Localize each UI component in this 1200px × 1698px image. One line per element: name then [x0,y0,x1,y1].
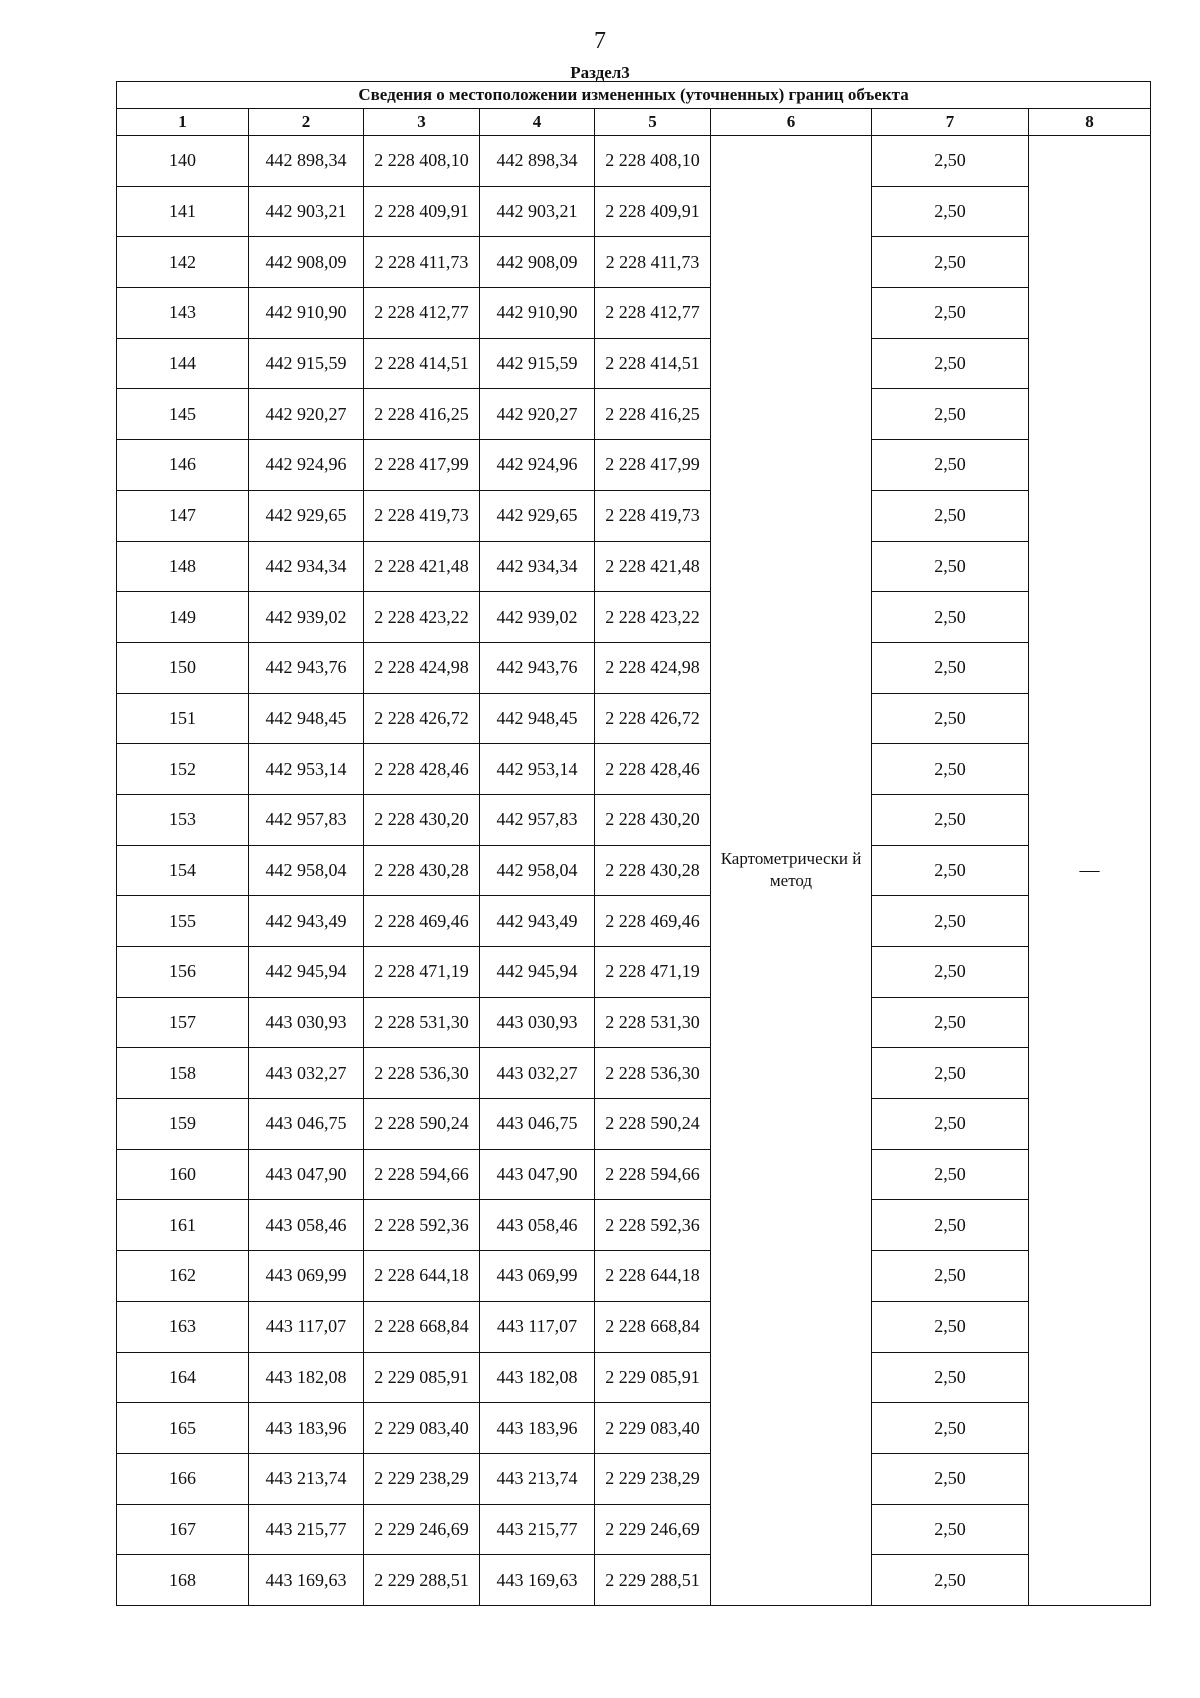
table-row [117,1453,1151,1504]
cell-y2: 2 228 594,66 [595,1149,711,1200]
cell-x1: 442 898,34 [249,136,364,187]
cell-x2: 443 169,63 [480,1555,595,1606]
cell-precision: 2,50 [872,1403,1029,1454]
table-row [117,1352,1151,1403]
table-row [117,1301,1151,1352]
cell-precision: 2,50 [872,845,1029,896]
cell-x2: 443 032,27 [480,1048,595,1099]
cell-y2: 2 228 590,24 [595,1099,711,1150]
cell-y1: 2 228 668,84 [364,1301,480,1352]
cell-y2: 2 228 426,72 [595,693,711,744]
column-number: 5 [595,109,711,136]
cell-x1: 442 908,09 [249,237,364,288]
cell-precision: 2,50 [872,1099,1029,1150]
table-row [117,794,1151,845]
table-row [117,693,1151,744]
cell-x1: 442 929,65 [249,490,364,541]
cell-y1: 2 228 416,25 [364,389,480,440]
cell-x1: 443 183,96 [249,1403,364,1454]
cell-x2: 442 908,09 [480,237,595,288]
cell-y1: 2 228 417,99 [364,440,480,491]
cell-x2: 443 117,07 [480,1301,595,1352]
cell-y2: 2 228 592,36 [595,1200,711,1251]
cell-x1: 442 948,45 [249,693,364,744]
table-row [117,186,1151,237]
column-number: 7 [872,109,1029,136]
cell-x1: 442 943,76 [249,642,364,693]
cell-precision: 2,50 [872,947,1029,998]
cell-x1: 443 169,63 [249,1555,364,1606]
cell-y2: 2 228 417,99 [595,440,711,491]
cell-x1: 443 182,08 [249,1352,364,1403]
cell-n: 155 [117,896,249,947]
cell-y1: 2 228 411,73 [364,237,480,288]
table-caption: Сведения о местоположении измененных (уточненных) границ объекта [117,82,1151,109]
cell-precision: 2,50 [872,490,1029,541]
cell-y2: 2 228 668,84 [595,1301,711,1352]
cell-y1: 2 228 426,72 [364,693,480,744]
table-row [117,490,1151,541]
cell-y2: 2 228 419,73 [595,490,711,541]
cell-n: 160 [117,1149,249,1200]
cell-y1: 2 228 536,30 [364,1048,480,1099]
cell-y2: 2 228 471,19 [595,947,711,998]
column-number: 2 [249,109,364,136]
cell-x2: 442 943,76 [480,642,595,693]
cell-x2: 442 910,90 [480,288,595,339]
cell-y2: 2 228 469,46 [595,896,711,947]
table-row [117,136,1151,187]
cell-x1: 442 953,14 [249,744,364,795]
cell-precision: 2,50 [872,237,1029,288]
cell-y1: 2 228 421,48 [364,541,480,592]
cell-n: 161 [117,1200,249,1251]
cell-n: 143 [117,288,249,339]
cell-y2: 2 228 428,46 [595,744,711,795]
cell-x1: 442 903,21 [249,186,364,237]
cell-n: 151 [117,693,249,744]
cell-n: 149 [117,592,249,643]
cell-y1: 2 228 424,98 [364,642,480,693]
cell-y1: 2 229 288,51 [364,1555,480,1606]
cell-y2: 2 229 085,91 [595,1352,711,1403]
cell-y1: 2 228 423,22 [364,592,480,643]
table-row [117,440,1151,491]
cell-y2: 2 228 424,98 [595,642,711,693]
cell-y2: 2 228 416,25 [595,389,711,440]
column-number-row [117,109,1151,136]
cell-y1: 2 228 428,46 [364,744,480,795]
method-cell: Картометрически й метод [711,136,872,1606]
cell-x2: 442 920,27 [480,389,595,440]
cell-x1: 443 215,77 [249,1504,364,1555]
cell-x2: 442 898,34 [480,136,595,187]
cell-x2: 442 915,59 [480,338,595,389]
table-row [117,288,1151,339]
cell-y2: 2 228 531,30 [595,997,711,1048]
cell-x2: 442 939,02 [480,592,595,643]
cell-y1: 2 228 471,19 [364,947,480,998]
cell-y1: 2 229 246,69 [364,1504,480,1555]
cell-y1: 2 228 594,66 [364,1149,480,1200]
column-number: 1 [117,109,249,136]
cell-y1: 2 228 408,10 [364,136,480,187]
cell-precision: 2,50 [872,389,1029,440]
cell-n: 165 [117,1403,249,1454]
cell-y2: 2 228 409,91 [595,186,711,237]
cell-y1: 2 228 590,24 [364,1099,480,1150]
cell-n: 163 [117,1301,249,1352]
cell-n: 157 [117,997,249,1048]
table-row [117,947,1151,998]
cell-y2: 2 229 288,51 [595,1555,711,1606]
cell-y1: 2 228 430,20 [364,794,480,845]
table-row [117,1099,1151,1150]
cell-x2: 442 903,21 [480,186,595,237]
cell-x2: 442 948,45 [480,693,595,744]
cell-n: 166 [117,1453,249,1504]
cell-n: 167 [117,1504,249,1555]
cell-n: 164 [117,1352,249,1403]
cell-precision: 2,50 [872,744,1029,795]
column-8-cell: — [1029,136,1151,1606]
cell-precision: 2,50 [872,896,1029,947]
cell-y1: 2 228 419,73 [364,490,480,541]
cell-precision: 2,50 [872,693,1029,744]
cell-precision: 2,50 [872,1555,1029,1606]
cell-precision: 2,50 [872,592,1029,643]
table-row [117,338,1151,389]
cell-precision: 2,50 [872,1352,1029,1403]
coordinates-table [116,81,1151,1606]
table-row [117,541,1151,592]
cell-y1: 2 228 412,77 [364,288,480,339]
cell-n: 158 [117,1048,249,1099]
cell-x1: 442 957,83 [249,794,364,845]
column-number: 4 [480,109,595,136]
cell-precision: 2,50 [872,288,1029,339]
cell-y2: 2 228 414,51 [595,338,711,389]
table-row [117,237,1151,288]
table-row [117,1200,1151,1251]
cell-y2: 2 228 536,30 [595,1048,711,1099]
cell-n: 156 [117,947,249,998]
table-row [117,642,1151,693]
cell-precision: 2,50 [872,338,1029,389]
cell-x1: 443 046,75 [249,1099,364,1150]
cell-y1: 2 228 430,28 [364,845,480,896]
cell-precision: 2,50 [872,440,1029,491]
cell-x2: 443 215,77 [480,1504,595,1555]
cell-x2: 443 182,08 [480,1352,595,1403]
cell-y2: 2 228 423,22 [595,592,711,643]
cell-x2: 442 958,04 [480,845,595,896]
cell-x1: 442 945,94 [249,947,364,998]
cell-precision: 2,50 [872,1251,1029,1302]
table-row [117,845,1151,896]
cell-precision: 2,50 [872,1200,1029,1251]
cell-x1: 443 069,99 [249,1251,364,1302]
table-row [117,1251,1151,1302]
cell-x1: 443 032,27 [249,1048,364,1099]
cell-x2: 443 213,74 [480,1453,595,1504]
cell-precision: 2,50 [872,1301,1029,1352]
table-row [117,1403,1151,1454]
cell-y1: 2 228 531,30 [364,997,480,1048]
cell-n: 159 [117,1099,249,1150]
cell-x1: 443 117,07 [249,1301,364,1352]
cell-n: 140 [117,136,249,187]
table-row [117,997,1151,1048]
cell-n: 148 [117,541,249,592]
cell-n: 154 [117,845,249,896]
cell-n: 146 [117,440,249,491]
table-row [117,592,1151,643]
table-row [117,744,1151,795]
cell-n: 141 [117,186,249,237]
cell-x1: 443 047,90 [249,1149,364,1200]
table-row [117,896,1151,947]
cell-y2: 2 229 238,29 [595,1453,711,1504]
cell-x1: 442 958,04 [249,845,364,896]
column-number: 8 [1029,109,1151,136]
column-number: 3 [364,109,480,136]
cell-precision: 2,50 [872,794,1029,845]
cell-y1: 2 228 414,51 [364,338,480,389]
cell-n: 142 [117,237,249,288]
cell-x2: 442 945,94 [480,947,595,998]
cell-precision: 2,50 [872,642,1029,693]
cell-y1: 2 229 085,91 [364,1352,480,1403]
cell-n: 145 [117,389,249,440]
table-body [117,136,1151,1606]
cell-precision: 2,50 [872,186,1029,237]
cell-n: 168 [117,1555,249,1606]
cell-n: 150 [117,642,249,693]
cell-n: 162 [117,1251,249,1302]
cell-x2: 443 069,99 [480,1251,595,1302]
cell-x2: 442 943,49 [480,896,595,947]
cell-x1: 442 924,96 [249,440,364,491]
cell-x2: 443 046,75 [480,1099,595,1150]
cell-precision: 2,50 [872,136,1029,187]
cell-y2: 2 228 411,73 [595,237,711,288]
table-row [117,389,1151,440]
cell-x1: 442 910,90 [249,288,364,339]
cell-y2: 2 228 408,10 [595,136,711,187]
cell-x1: 443 030,93 [249,997,364,1048]
table-row [117,1504,1151,1555]
cell-y1: 2 228 592,36 [364,1200,480,1251]
cell-x2: 442 957,83 [480,794,595,845]
cell-y2: 2 228 430,28 [595,845,711,896]
cell-y1: 2 229 238,29 [364,1453,480,1504]
cell-x2: 442 924,96 [480,440,595,491]
cell-y1: 2 228 409,91 [364,186,480,237]
cell-x1: 442 934,34 [249,541,364,592]
cell-n: 152 [117,744,249,795]
cell-x1: 442 920,27 [249,389,364,440]
cell-n: 144 [117,338,249,389]
cell-y2: 2 229 083,40 [595,1403,711,1454]
cell-precision: 2,50 [872,1453,1029,1504]
cell-y2: 2 228 421,48 [595,541,711,592]
cell-x1: 442 943,49 [249,896,364,947]
cell-y1: 2 229 083,40 [364,1403,480,1454]
cell-y2: 2 228 430,20 [595,794,711,845]
cell-x2: 443 183,96 [480,1403,595,1454]
cell-x1: 443 213,74 [249,1453,364,1504]
cell-x2: 442 934,34 [480,541,595,592]
column-number: 6 [711,109,872,136]
cell-x2: 443 047,90 [480,1149,595,1200]
cell-precision: 2,50 [872,1048,1029,1099]
cell-x1: 443 058,46 [249,1200,364,1251]
cell-x1: 442 939,02 [249,592,364,643]
cell-x2: 443 030,93 [480,997,595,1048]
cell-x2: 442 953,14 [480,744,595,795]
cell-y1: 2 228 469,46 [364,896,480,947]
cell-x1: 442 915,59 [249,338,364,389]
page-number: 7 [594,28,606,54]
cell-precision: 2,50 [872,997,1029,1048]
section-title: Раздел3 [570,63,630,82]
cell-precision: 2,50 [872,1504,1029,1555]
cell-n: 147 [117,490,249,541]
table-row [117,1555,1151,1606]
cell-n: 153 [117,794,249,845]
cell-precision: 2,50 [872,1149,1029,1200]
cell-y2: 2 229 246,69 [595,1504,711,1555]
cell-y2: 2 228 644,18 [595,1251,711,1302]
table-row [117,1048,1151,1099]
cell-y1: 2 228 644,18 [364,1251,480,1302]
table-row [117,1149,1151,1200]
cell-y2: 2 228 412,77 [595,288,711,339]
cell-precision: 2,50 [872,541,1029,592]
cell-x2: 442 929,65 [480,490,595,541]
cell-x2: 443 058,46 [480,1200,595,1251]
